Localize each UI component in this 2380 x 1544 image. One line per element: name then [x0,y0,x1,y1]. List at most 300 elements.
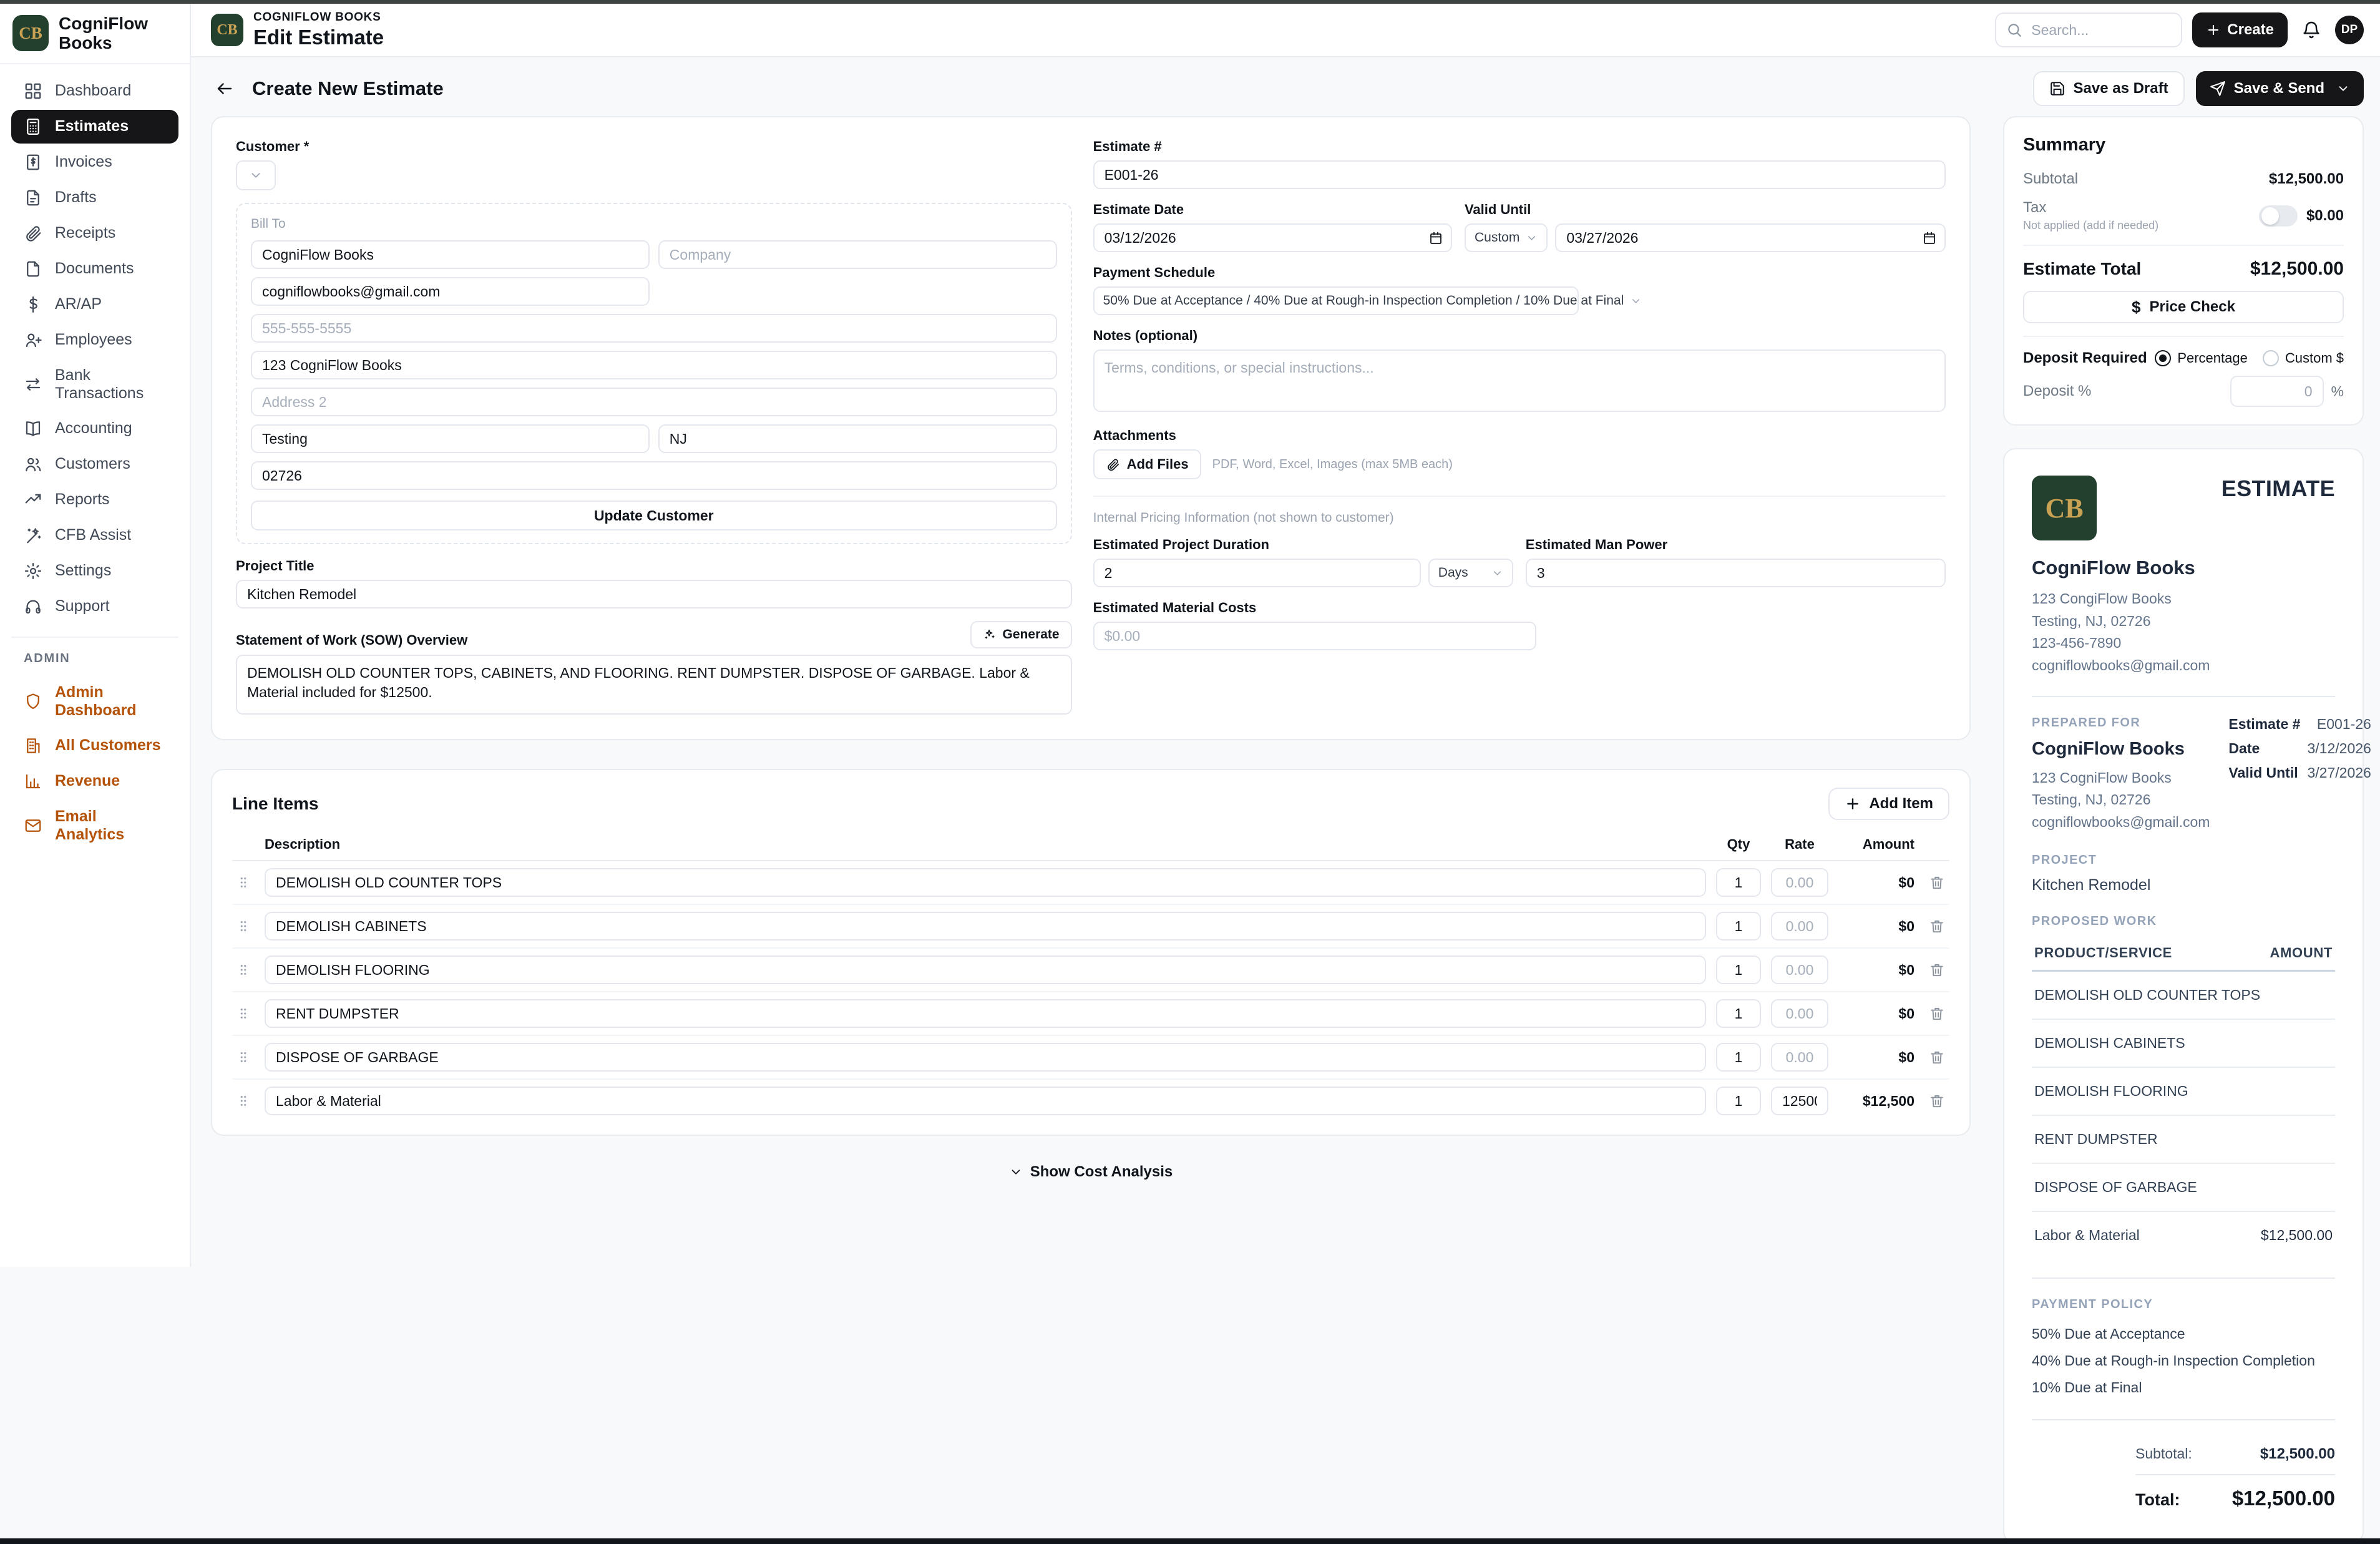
customer-name-field[interactable] [251,240,650,269]
sidebar-item-dashboard[interactable] [11,74,178,108]
sidebar-item-label: Documents [55,260,134,278]
dashboard-icon [24,82,42,100]
sidebar-item-label: Drafts [55,188,97,207]
radio-unchecked-icon [2263,350,2279,366]
sow-label: Statement of Work (SOW) Overview [236,632,468,648]
policy-line: 50% Due at Acceptance [2032,1326,2185,1342]
admin-section-label: ADMIN [11,637,178,672]
sidebar-item-accounting[interactable] [11,412,178,446]
customer-label: Customer * [236,139,310,154]
notes-textarea[interactable] [1093,349,1946,412]
sidebar-item-estimates[interactable] [11,110,178,144]
toolbar-title: Create New Estimate [252,77,444,99]
sidebar-item-label: Reports [55,491,110,509]
preview-company-name: CogniFlow Books [2032,557,2195,579]
deposit-pct-field[interactable] [2230,376,2324,407]
sidebar-item-reports[interactable] [11,483,178,517]
preview-project-value: Kitchen Remodel [2032,876,2151,894]
sidebar-item-receipts[interactable] [11,217,178,250]
generate-label: Generate [1002,627,1060,642]
shield-icon [24,692,42,711]
valid-until-group [1465,202,1946,252]
update-customer-button[interactable]: Update Customer [251,501,1057,530]
deposit-custom-radio[interactable] [2263,350,2344,366]
proposed-work-label: PROPOSED WORK [2032,914,2157,929]
sidebar-item-label: Support [55,597,110,615]
divider [1093,496,1946,497]
search-icon [2006,22,2022,38]
meta-label: Valid Until [2228,764,2298,781]
sidebar-item-label: Revenue [55,772,120,790]
valid-until-label: Valid Until [1464,202,1531,217]
tax-label: Tax [2023,199,2047,216]
arrow-left-icon [215,79,234,98]
delete-item-button[interactable] [1924,1005,1949,1022]
price-check-label: Price Check [2149,298,2235,315]
estimate-meta-block [2228,716,2371,834]
divider [2032,1419,2335,1420]
sidebar-item-email-analytics[interactable] [11,800,178,851]
sidebar-item-drafts[interactable] [11,181,178,215]
line-item-row [232,861,1949,905]
duration-field[interactable] [1093,559,1421,587]
bar-chart-icon [24,772,42,791]
item-amount: $0 [1898,917,1914,934]
item-description-field[interactable] [265,1043,1706,1072]
phone-field[interactable] [251,314,1057,343]
project-section-label: PROJECT [2032,853,2097,867]
pw-item-name: DISPOSE OF GARBAGE [2034,1179,2197,1196]
sidebar-item-label: Settings [55,562,112,580]
item-rate-field[interactable] [1771,999,1828,1028]
form-right-column [1093,139,1946,718]
book-open-icon [24,419,42,438]
summary-card [2003,116,2364,426]
save-icon [2049,81,2065,97]
estimate-date-label: Estimate Date [1093,202,1184,217]
state-field[interactable] [658,424,1057,453]
notes-label: Notes (optional) [1093,328,1198,343]
app-root [0,4,2380,1510]
chevron-down-icon [249,169,263,182]
deposit-percentage-label: Percentage [2177,350,2248,366]
preview-company-phone: 123-456-7890 [2032,635,2122,652]
preview-heading: ESTIMATE [2221,476,2335,501]
delete-item-button[interactable] [1924,918,1949,934]
line-item-row [232,949,1949,992]
drag-handle-icon[interactable] [232,919,255,933]
table-row [2032,1068,2335,1116]
project-title-field[interactable] [236,580,1072,608]
valid-until-mode-value: Custom [1474,230,1520,245]
sidebar-item-bank-transactions[interactable] [11,359,178,410]
save-and-send-label: Save & Send [2233,80,2324,97]
valid-until-date-field[interactable] [1555,223,1946,252]
transfer-arrows-icon [24,375,42,394]
meta-label: Date [2228,740,2260,756]
topbar-titles [253,11,384,49]
chevron-down-icon [1009,1165,1023,1179]
material-costs-group [1093,600,1537,650]
sidebar-item-invoices[interactable] [11,145,178,179]
add-item-label: Add Item [1869,795,1933,812]
divider [2135,1474,2335,1475]
plus-icon [2206,22,2221,37]
preview-brand-monogram-icon: CB [2032,476,2097,540]
sidebar-item-label: Customers [55,455,130,473]
estimate-preview-card [2003,448,2371,1544]
content-columns [211,116,2371,1544]
magic-wand-icon [24,526,42,545]
line-item-row [232,992,1949,1036]
line-item-row [232,1036,1949,1080]
page-title: Edit Estimate [253,26,384,49]
deposit-required-label: Deposit Required [2023,349,2147,366]
preview-client-address2: Testing, NJ, 02726 [2032,791,2151,808]
dollar-icon: $ [2132,297,2141,316]
sidebar-item-label: Admin Dashboard [55,683,137,719]
deposit-pct-label: Deposit % [2023,383,2092,399]
item-description-field[interactable] [265,999,1706,1028]
line-item-row [232,905,1949,949]
sidebar-item-cfb-assist[interactable] [11,519,178,552]
preview-total-value: $12,500.00 [2231,1487,2335,1510]
policy-line: 40% Due at Rough-in Inspection Completion [2032,1352,2315,1369]
delete-item-button[interactable] [1924,1093,1949,1109]
company-field[interactable] [658,240,1057,269]
duration-group [1093,537,1513,587]
notifications-button[interactable] [2298,16,2325,44]
avatar[interactable]: DP [2335,16,2364,44]
item-qty-field[interactable] [1716,1043,1761,1072]
item-amount: $12,500 [1862,1092,1914,1109]
sidebar-item-label: Receipts [55,224,116,242]
bill-to-section [236,203,1072,544]
pw-col-product: PRODUCT/SERVICE [2034,945,2172,961]
prepared-for-block [2032,716,2210,834]
prepared-for-label: PREPARED FOR [2032,715,2141,730]
pw-item-amount: $12,500.00 [2260,1227,2333,1244]
sidebar-item-employees[interactable] [11,323,178,357]
item-rate-field[interactable] [1771,868,1828,897]
item-amount: $0 [1898,1005,1914,1022]
search-input[interactable] [2030,21,2171,39]
topbar-caption: COGNIFLOW BOOKS [253,11,381,24]
col-description: Description [265,836,341,852]
pw-col-amount: AMOUNT [2270,945,2333,961]
policy-line: 10% Due at Final [2032,1379,2142,1395]
sidebar-logo[interactable] [0,4,190,64]
sidebar-item-label: Email Analytics [55,807,125,843]
estimate-total-label: Estimate Total [2023,259,2142,278]
drag-handle-icon[interactable] [232,1007,255,1020]
show-cost-analysis-label: Show Cost Analysis [1030,1163,1173,1180]
subtotal-value: $12,500.00 [2268,170,2344,187]
estimate-number-field[interactable] [1093,160,1946,189]
item-qty-field[interactable] [1716,912,1761,941]
sidebar-item-label: Invoices [55,153,112,171]
chevron-down-icon [1526,232,1538,244]
drag-handle-icon[interactable] [232,1050,255,1064]
meta-value: 3/12/2026 [2307,740,2371,756]
estimate-date-field[interactable] [1093,223,1452,252]
save-and-send-button[interactable] [2196,71,2364,106]
table-row [2032,1212,2335,1259]
show-cost-analysis-toggle[interactable] [211,1163,1971,1181]
item-qty-field[interactable] [1716,955,1761,984]
create-button-label: Create [2227,21,2274,38]
divider [2032,1278,2335,1279]
add-files-hint: PDF, Word, Excel, Images (max 5MB each) [1212,457,1453,471]
trash-icon [1929,1093,1945,1109]
preview-totals [2135,1439,2335,1517]
customer-select[interactable] [236,160,276,190]
trash-icon [1929,962,1945,978]
item-rate-field[interactable] [1771,1043,1828,1072]
divider [2023,336,2344,337]
delete-item-button[interactable] [1924,874,1949,891]
dollar-icon [24,295,42,314]
drag-handle-icon[interactable] [232,1094,255,1108]
duration-unit-value: Days [1438,565,1468,580]
payment-schedule-label: Payment Schedule [1093,265,1216,280]
plus-icon [1845,796,1861,812]
users-icon [24,455,42,474]
gear-icon [24,562,42,580]
save-as-draft-label: Save as Draft [2073,80,2168,97]
delete-item-button[interactable] [1924,962,1949,978]
add-files-button[interactable] [1093,449,1201,479]
estimate-form-card [211,116,1971,740]
sidebar-item-label: Estimates [55,117,129,135]
preview-subtotal-label: Subtotal: [2135,1445,2192,1462]
table-row [2032,1116,2335,1164]
preview-client-name: CogniFlow Books [2032,738,2185,759]
tax-value: $0.00 [2306,207,2344,224]
chevron-down-icon [2336,82,2350,95]
line-items-header [232,831,1949,861]
tax-toggle[interactable] [2259,205,2298,227]
duration-unit-select[interactable] [1428,559,1513,587]
trash-icon [1929,1005,1945,1022]
sidebar-item-label: Dashboard [55,82,132,100]
item-rate-field[interactable] [1771,955,1828,984]
create-button[interactable] [2192,12,2288,47]
brand-name: CogniFlow Books [59,14,149,53]
item-description-field[interactable] [265,912,1706,941]
main-column [211,116,1971,1544]
sidebar-nav [0,64,190,625]
preview-company-address1: 123 CongiFlow Books [2032,590,2172,607]
invoice-icon [24,153,42,172]
payment-schedule-select[interactable] [1093,286,1624,315]
material-costs-label: Estimated Material Costs [1093,600,1257,615]
col-qty: Qty [1727,836,1750,852]
add-item-button[interactable] [1828,788,1949,820]
item-description-field[interactable] [265,955,1706,984]
tax-sublabel: Not applied (add if needed) [2023,219,2159,232]
file-text-icon [24,188,42,207]
line-item-row [232,1080,1949,1122]
sidebar-item-support[interactable] [11,590,178,623]
sidebar [0,4,191,1267]
save-as-draft-button[interactable] [2033,71,2185,106]
drag-handle-icon[interactable] [232,963,255,977]
preview-subtotal-value: $12,500.00 [2260,1445,2335,1463]
sidebar-item-label: Accounting [55,419,132,437]
sidebar-item-label: Bank Transactions [55,366,144,402]
sidebar-item-admin-dashboard[interactable] [11,676,178,727]
sidebar-item-all-customers[interactable] [11,729,178,763]
duration-label: Estimated Project Duration [1093,537,1269,552]
item-qty-field[interactable] [1716,1087,1761,1115]
tax-label-group [2023,199,2158,232]
item-amount: $0 [1898,1048,1914,1065]
meta-label: Estimate # [2228,715,2301,732]
preview-client-address1: 123 CogniFlow Books [2032,769,2172,786]
item-amount: $0 [1898,874,1914,891]
line-items-card [211,769,1971,1136]
sidebar-item-arap[interactable] [11,288,178,321]
deposit-type-radio-group [2155,350,2344,366]
col-rate: Rate [1785,836,1815,852]
bill-to-label: Bill To [251,217,286,231]
percent-suffix: % [2331,383,2344,399]
item-description-field[interactable] [265,868,1706,897]
add-files-label: Add Files [1126,456,1189,472]
topbar [191,4,2380,57]
payment-schedule-value: 50% Due at Acceptance / 40% Due at Rough-in Inspection Completion / 10% Due at Final [1103,293,1624,308]
generate-sow-button[interactable] [970,621,1072,648]
estimate-total-value: $12,500.00 [2250,258,2344,279]
drag-handle-icon[interactable] [232,876,255,889]
calculator-icon [24,117,42,136]
address2-field[interactable] [251,388,1057,416]
payment-policy-label: PAYMENT POLICY [2032,1297,2153,1312]
sidebar-admin-nav [0,672,190,853]
col-amount: Amount [1862,836,1914,852]
preview-total-label: Total: [2135,1490,2180,1510]
trash-icon [1929,918,1945,934]
estimate-number-label: Estimate # [1093,139,1162,154]
content [191,57,2380,1544]
price-check-button[interactable] [2023,291,2344,323]
file-icon [24,260,42,278]
divider [2023,245,2344,246]
toolbar [211,71,2364,106]
building-icon [24,736,42,755]
right-column [2003,116,2371,1544]
bell-icon [2301,20,2321,40]
project-title-label: Project Title [236,558,315,574]
meta-value: E001-26 [2316,715,2371,732]
table-row [2032,1020,2335,1068]
paperclip-icon [24,224,42,243]
item-amount: $0 [1898,961,1914,978]
send-icon [2210,81,2226,97]
sidebar-item-settings[interactable] [11,554,178,588]
deposit-percentage-radio[interactable] [2155,350,2248,366]
proposed-work-table [2032,937,2335,1259]
attachments-label: Attachments [1093,428,1176,443]
divider [2032,696,2335,697]
pw-item-name: Labor & Material [2034,1227,2140,1244]
window-chrome-bottom [0,1538,2380,1544]
manpower-field[interactable] [1526,559,1946,587]
city-field[interactable] [251,424,650,453]
pw-item-name: DEMOLISH OLD COUNTER TOPS [2034,987,2261,1004]
valid-until-mode-select[interactable] [1465,223,1548,252]
pw-item-name: DEMOLISH FLOORING [2034,1083,2188,1100]
zip-field[interactable] [251,461,1057,490]
table-row [2032,1164,2335,1212]
manpower-group [1526,537,1946,587]
trash-icon [1929,1049,1945,1065]
brand-monogram-icon: CB [12,15,49,51]
sidebar-item-label: CFB Assist [55,526,132,544]
trash-icon [1929,874,1945,891]
sidebar-item-label: AR/AP [55,295,102,313]
radio-checked-icon [2155,350,2171,366]
search-box[interactable] [1995,12,2182,47]
toolbar-actions [2033,71,2364,106]
item-rate-field[interactable] [1771,912,1828,941]
item-rate-field[interactable] [1771,1087,1828,1115]
chevron-down-icon [1491,567,1503,579]
estimate-date-group [1093,202,1452,252]
item-qty-field[interactable] [1716,999,1761,1028]
paperclip-icon [1106,457,1120,472]
preview-company-email: cogniflowbooks@gmail.com [2032,657,2210,673]
main-area [191,4,2380,1510]
sidebar-item-documents[interactable] [11,252,178,286]
pw-item-name: RENT DUMPSTER [2034,1131,2158,1148]
back-button[interactable] [211,75,238,102]
sidebar-item-revenue[interactable] [11,765,178,798]
headset-icon [24,597,42,616]
chevron-down-icon [1630,295,1642,307]
summary-title: Summary [2023,135,2106,155]
address1-field[interactable] [251,351,1057,379]
preview-company-address2: Testing, NJ, 02726 [2032,612,2151,629]
mail-icon [24,816,42,835]
subtotal-label: Subtotal [2023,170,2079,187]
material-costs-field[interactable] [1093,622,1537,650]
spacer [658,277,1057,306]
sow-textarea[interactable] [236,655,1072,715]
payment-policy-block [2032,1297,2335,1400]
item-qty-field[interactable] [1716,868,1761,897]
trending-up-icon [24,491,42,509]
sparkle-icon [983,628,997,642]
form-left-column [236,139,1072,718]
email-field[interactable] [251,277,650,306]
sidebar-item-label: All Customers [55,736,161,755]
preview-client-email: cogniflowbooks@gmail.com [2032,813,2210,830]
table-row [2032,972,2335,1020]
sidebar-item-label: Employees [55,331,132,349]
item-description-field[interactable] [265,1087,1706,1115]
pw-item-name: DEMOLISH CABINETS [2034,1035,2185,1052]
internal-pricing-label: Internal Pricing Information (not shown to customer) [1093,511,1394,525]
delete-item-button[interactable] [1924,1049,1949,1065]
sidebar-item-customers[interactable] [11,447,178,481]
line-items-title: Line Items [232,794,319,813]
deposit-custom-label: Custom $ [2285,350,2344,366]
user-plus-icon [24,331,42,349]
meta-value: 3/27/2026 [2307,764,2371,781]
page-brand-monogram-icon: CB [211,14,243,46]
